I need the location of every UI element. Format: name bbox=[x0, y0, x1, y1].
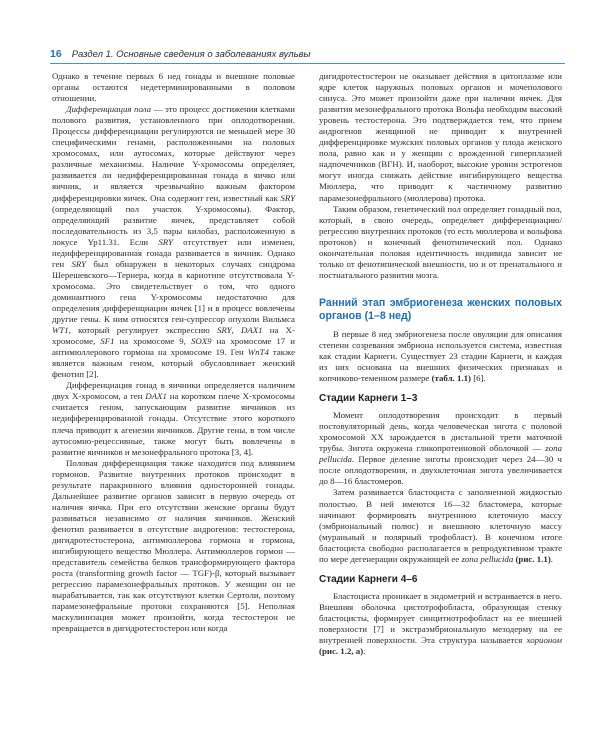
gene-name: SF1 bbox=[100, 336, 115, 347]
gene-name: SRY bbox=[280, 192, 295, 203]
paragraph-text: Момент оплодотворения происходит в первый постовуляторный день, когда человеческая зигота с половой хромосомой XX зарождается в дистальной трети маточной трубы. Зигота окружена гликопротеиновой оболочкой — bbox=[319, 410, 562, 454]
paragraph bbox=[319, 591, 562, 657]
paragraph-text: Однако в течение первых 6 нед гонады и внешние половые органы остаются недетерминированными в половом отношении. bbox=[52, 71, 295, 104]
latin-term: zona pellucida bbox=[319, 443, 562, 465]
running-header bbox=[50, 46, 565, 62]
gene-name: DAX1 bbox=[145, 391, 167, 402]
figure-reference: (рис. 1.1) bbox=[513, 553, 551, 564]
paragraph bbox=[319, 204, 562, 281]
paragraph bbox=[319, 71, 562, 204]
gene-name: SRY bbox=[216, 325, 232, 336]
paragraph-text: отсутствует или изменен, недифференцированная гонада развивается в яичник. Однако ген bbox=[52, 236, 295, 269]
paragraph bbox=[52, 458, 295, 635]
paragraph bbox=[52, 71, 295, 104]
section-heading: Ранний этап эмбриогенеза женских половых органов (1–8 нед) bbox=[319, 296, 562, 322]
paragraph-text: Таким образом, генетический пол определяет гонадный пол, который, в свою очередь, определяет дифференциацию/регрессию внутренних протоков (то есть мюллерова и вольфова протоков) и конечный фенотипический пол. Однако окончательная половая идентичность индивида зависит не только от фенотипической внешности, но и от пренатального и постнатального развития мозга. bbox=[319, 203, 562, 280]
paragraph-text: на хромосоме 9, bbox=[114, 336, 191, 347]
paragraph-text: . Первое деление зиготы происходит через 24—30 ч после оплодотворения, и двухклеточная зигота увеличивается до 8—16 бластомеров. bbox=[319, 454, 562, 487]
figure-reference: (рис. 1.2, а) bbox=[319, 646, 364, 657]
paragraph-text: дигидротестостерон не оказывает действия в цитоплазме или ядре клеток наружных половых органов и мочеполового синуса. Это может произойти даже при наличии яичек. Для развития мезонефрального протока Вольфа необходим высокий уровень тестостерона. Это подтверждается тем, что прием андрогенов женщиной не приводит к внутренней дифференцировке мужских половых органов у плода женского пола, равно как и у женщин с врожденной гиперплазией надпочечников (ВГН). И, наоборот, высокие уровни эстрогенов могут иногда снижать действие ингибирующего вещества Мюллера, что приводит к частичному развитию парамезонефрального (мюллерова) протока. bbox=[319, 71, 562, 203]
paragraph bbox=[52, 104, 295, 380]
page-number: 16 bbox=[50, 48, 62, 60]
subsection-heading: Стадии Карнеги 1–3 bbox=[319, 393, 418, 405]
gene-name: WT1 bbox=[52, 325, 69, 336]
paragraph-text: Бластоциста проникает в эндометрий и встраивается в него. Внешняя оболочка цистотрофобласта, образующая стенку бластоцисты, формирует синцитиотрофобласт на ее внешней поверхности [7] и экстраэмбриональную мезодерму на ее внутренней поверхности. Эта структура называется bbox=[319, 590, 562, 645]
paragraph-text: . bbox=[363, 646, 366, 657]
term-emphasis: Дифференциация пола bbox=[66, 104, 152, 115]
table-reference: (табл. 1.1) bbox=[431, 373, 471, 384]
paragraph-text: Затем развивается бластоциста с заполненной жидкостью полостью. В ней имеются 16—32 бластомера, которые начинают формировать внутреннюю клеточную массу (эмбриональный полюс) и внешнюю клеточную массу (мураньный и полярный трофобласт). В конечном итоге бластоциста свободно располагается в репродуктивном тракте по мере дегенерации окружающей ее bbox=[319, 487, 562, 564]
paragraph-text: [6]. bbox=[470, 373, 486, 384]
paragraph-text: на хромосоме 17 и антимюллерового гормона на хромосоме 19. Ген bbox=[52, 336, 295, 358]
paragraph-text: на X-хромосоме, bbox=[52, 325, 295, 347]
paragraph-text: . bbox=[550, 553, 554, 564]
header-rule bbox=[50, 63, 565, 64]
latin-term: zona pellucida bbox=[461, 553, 514, 564]
paragraph bbox=[319, 410, 562, 487]
gene-name: WnT4 bbox=[247, 347, 269, 358]
term-emphasis: хорионом bbox=[526, 634, 562, 645]
gene-name: SRY bbox=[71, 258, 87, 269]
paragraph-text: на коротком плече X-хромосомы считается геном, запускающим развитие яичников из недифференцированной гонады. Отсутствие этого короткого плеча приводит к агенезии яичников. Другие гены, в том числе аутосомно-рецессивные, также могут быть вовлечены в развитие яичников и мезонефрального протока [3, 4]. bbox=[52, 391, 296, 457]
paragraph-text: Половая дифференциация также находится под влиянием гормонов. Развитие внутренних протоков происходит в результате паракринного влияния односторонней гонады. Дальнейшее развитие органов зависит в первую очередь от наличия яичка. При его отсутствии женские органы будут развиваться независимо от наличия яичников. Женский фенотип развивается в отсутствие андрогенов: тестостерона, дигидротестостерона, антимюллерова гормона и гормона, ингибирующего вещество Мюллера. Антимюллеров гормон — представитель семейства белков трансформирующего фактора роста (transforming growth factor — TGF)-β, который вызывает регрессию парамезонефральных протоков. У женщин он не вырабатывается, так как отсутствуют клетки Сертоли, поэтому парамезонефральные протоки сохраняются [5]. Неполная маскулинизация может произойти, когда тестостерон не превращается в дигидротестостерон или когда bbox=[52, 457, 295, 634]
paragraph-text: , который регулирует экспрессию bbox=[68, 325, 217, 336]
running-title: Раздел 1. Основные сведения о заболеваниях вульвы bbox=[71, 48, 311, 60]
paragraph bbox=[319, 329, 562, 384]
gene-name: DAX1 bbox=[240, 325, 263, 336]
paragraph bbox=[52, 380, 295, 457]
right-column bbox=[319, 71, 562, 657]
gene-name: SOX9 bbox=[190, 336, 212, 347]
left-column bbox=[52, 71, 295, 634]
paragraph-text: также является важным геном, который обусловливает женский фенотип [2]. bbox=[52, 347, 296, 380]
paragraph-text: В первые 8 нед эмбриогенеза после овуляции для описания степени созревания эмбриона используется система, известная как стадии Карнеги. Существует 23 стадии Карнеги, и каждая из них основана на внешних физических признаках и копчиково-теменном размере bbox=[319, 328, 562, 384]
gene-name: SRY bbox=[158, 236, 173, 247]
paragraph-text: был обнаружен в некоторых случаях синдрома Шерешевского—Тернера, когда в кариотипе отсутствовала Y-хромосома. Это свидетельствует о том, что одного доминантного гена Y-хромосомы недостаточно для определения дифференциации яичек [1] и в процесс вовлечены другие гены. К ним относятся ген-супрессор опухоли Вильмса bbox=[52, 258, 295, 325]
paragraph-text: (определяющий пол участок Y-хромосомы). Фактор, определяющий развитие яичек, представляет собой последовательность из 3,5 пары килобаз, расположенную в локусе Yp11.31. Если bbox=[52, 203, 295, 247]
paragraph bbox=[319, 487, 562, 564]
paragraph-text: — это процесс достижения клетками полового развития, установленного при оплодотворении. Процессы дифференциации регулируются не меньшей мере 30 специфическими генами, расположенными на половых хромосомах, или аутосомах, которые действуют через различные механизмы. Наличие Y-хромосомы определяет, развивается ли недифференцированная гонада в яичко или яичник, и является чрезвычайно важным фактором дифференцировки яичек. Она содержит ген, известный как bbox=[52, 104, 295, 203]
paragraph-text: , bbox=[231, 325, 241, 336]
subsection-heading: Стадии Карнеги 4–6 bbox=[319, 573, 418, 585]
paragraph-text: Дифференциация гонад в яичники определяется наличием двух X-хромосом, а ген bbox=[52, 380, 295, 402]
